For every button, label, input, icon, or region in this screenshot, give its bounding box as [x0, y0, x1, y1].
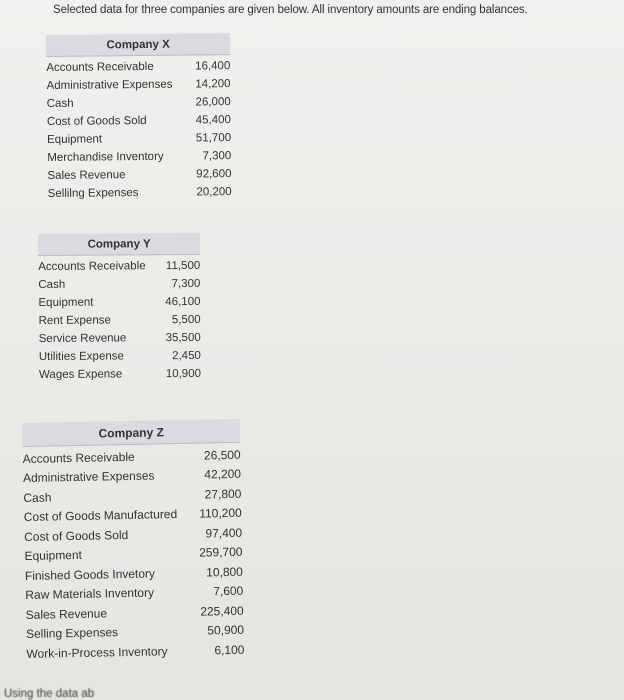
table-row: [38, 275, 200, 294]
row-value: 16,400: [195, 60, 231, 73]
row-label: Raw Materials Inventory: [25, 585, 155, 603]
row-value: 225,400: [200, 603, 244, 619]
truncated-footer-text: Using the data ab: [4, 688, 95, 700]
row-label: Equipment: [38, 296, 94, 309]
table-row: [47, 165, 231, 185]
row-value: 6,100: [214, 642, 245, 658]
row-label: Wages Expense: [38, 368, 123, 381]
row-value: 10,800: [206, 564, 244, 580]
table-row: [39, 329, 201, 348]
row-label: Accounts Receivable: [38, 260, 146, 273]
row-label: Equipment: [47, 133, 103, 146]
row-label: Administrative Expenses: [46, 78, 173, 92]
table-row: [46, 75, 230, 95]
row-label: Cost of Goods Manufactured: [23, 507, 178, 525]
table-row: [47, 93, 231, 113]
row-label: Rent Expense: [38, 314, 111, 327]
row-label: Cash: [23, 490, 52, 505]
company-x-heading: Company X: [46, 33, 230, 57]
company-x-table: [46, 33, 232, 203]
row-value: 35,500: [165, 331, 201, 345]
table-row: [47, 147, 231, 167]
table-row: [38, 293, 200, 312]
row-value: 97,400: [205, 525, 243, 541]
row-value: 51,700: [195, 132, 232, 145]
company-y-table: [38, 233, 201, 384]
row-value: 5,500: [171, 313, 201, 327]
table-row: [39, 365, 201, 384]
row-value: 45,400: [195, 114, 231, 127]
table-row: [48, 183, 232, 203]
row-value: 10,900: [165, 367, 202, 381]
row-value: 20,200: [196, 186, 232, 199]
row-value: 27,800: [204, 486, 242, 502]
row-label: Selling Expenses: [25, 625, 119, 642]
table-row: [26, 640, 244, 664]
row-label: Cost of Goods Sold: [24, 527, 129, 544]
row-label: Cost of Goods Sold: [46, 114, 147, 128]
row-label: Sales Revenue: [25, 606, 108, 622]
row-label: Accounts Receivable: [46, 60, 154, 74]
row-label: Finished Goods Invetory: [24, 566, 156, 583]
row-label: Work-in-Process Inventory: [26, 643, 168, 661]
table-row: [39, 347, 201, 366]
company-y-heading: Company Y: [38, 233, 200, 256]
table-row: [39, 311, 201, 330]
table-row: [46, 57, 230, 77]
company-z-heading: Company Z: [22, 419, 240, 447]
row-label: Sellilng Expenses: [47, 187, 139, 200]
row-label: Cash: [38, 278, 66, 291]
row-value: 259,700: [199, 545, 243, 560]
row-label: Sales Revenue: [47, 169, 126, 182]
row-value: 11,500: [165, 259, 201, 273]
row-value: 14,200: [195, 78, 231, 91]
row-value: 46,100: [165, 295, 201, 309]
row-value: 26,500: [203, 447, 241, 463]
table-row: [47, 129, 231, 149]
row-value: 42,200: [204, 467, 242, 482]
row-value: 7,600: [213, 584, 244, 599]
table-row: [38, 257, 200, 276]
row-value: 92,600: [196, 168, 232, 181]
row-label: Equipment: [24, 548, 83, 564]
row-label: Administrative Expenses: [22, 468, 155, 486]
intro-text: Selected data for three companies are given below. All inventory amounts are ending balances.: [53, 4, 528, 16]
row-label: Merchandise Inventory: [47, 150, 164, 164]
row-label: Utilities Expense: [38, 350, 124, 363]
row-value: 26,000: [195, 96, 231, 109]
table-row: [47, 111, 231, 131]
row-value: 7,300: [202, 150, 232, 163]
row-value: 50,900: [207, 623, 245, 638]
row-label: Accounts Receivable: [22, 449, 135, 466]
row-label: Cash: [46, 97, 74, 110]
row-label: Service Revenue: [38, 332, 127, 345]
row-value: 7,300: [171, 277, 201, 291]
row-value: 2,450: [172, 349, 201, 363]
row-value: 110,200: [199, 506, 242, 521]
company-z-table: [22, 419, 245, 664]
